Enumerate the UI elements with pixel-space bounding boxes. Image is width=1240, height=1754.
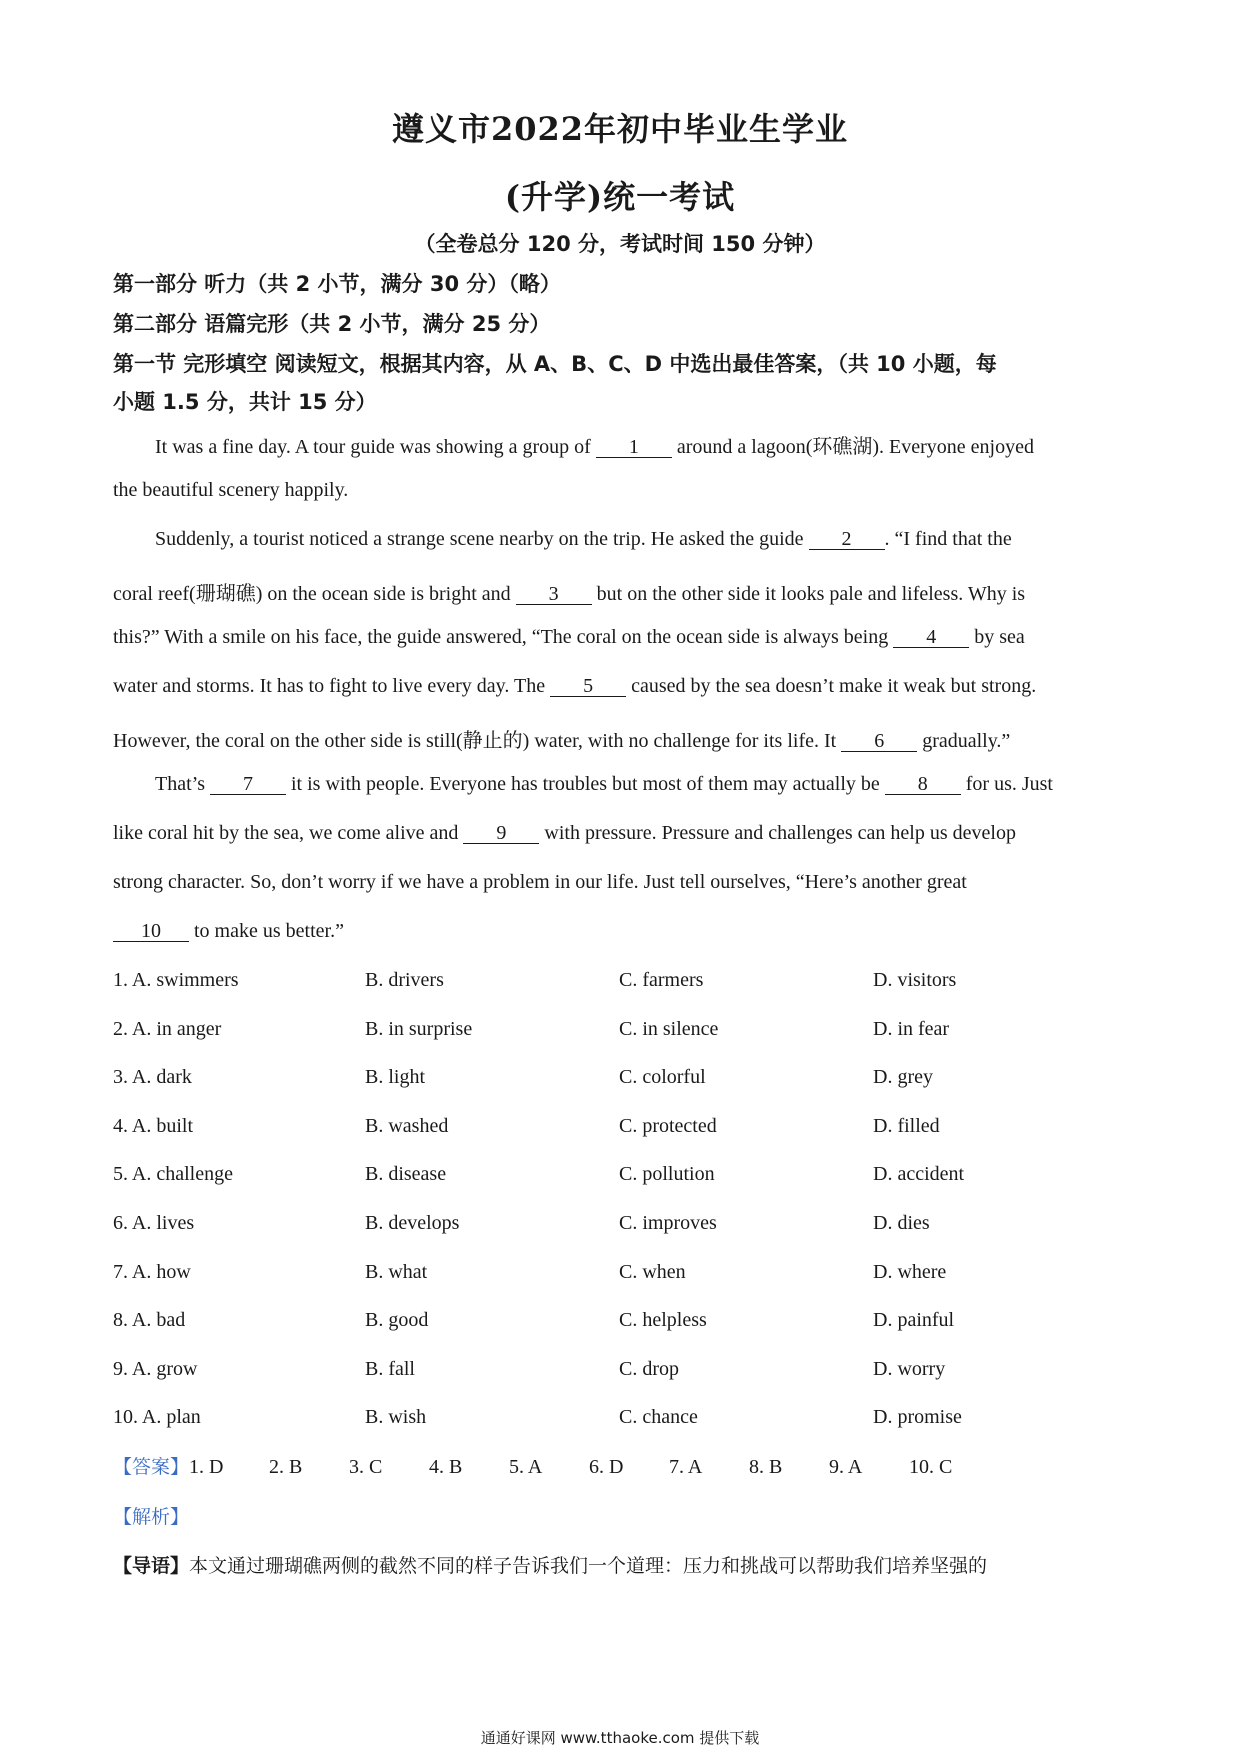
option-item: 4. A. built xyxy=(113,1114,194,1137)
passage-line: coral reef(珊瑚礁) on the ocean side is bright and 3 but on the other side it looks pale and lifeless. Why is xyxy=(113,583,1026,605)
part1-heading: 第一部分 听力（共 2 小节，满分 30 分）（略） xyxy=(113,272,561,296)
option-item: D. dies xyxy=(873,1212,930,1234)
option-item: B. good xyxy=(365,1309,429,1332)
option-item: C. farmers xyxy=(619,969,704,991)
answer-tag: 【答案】 xyxy=(113,1456,190,1478)
passage-line: the beautiful scenery happily. xyxy=(113,479,349,501)
answer-item: 10. C xyxy=(909,1456,953,1478)
blank-7: 7 xyxy=(210,774,286,795)
option-item: D. grey xyxy=(873,1066,933,1089)
passage-line: However, the coral on the other side is still(静止的) water, with no challenge for its life. It 6 gradually.” xyxy=(113,730,1011,752)
option-item: B. wish xyxy=(365,1406,427,1429)
guide-text: 本文通过珊瑚礁两侧的截然不同的样子告诉我们一个道理：压力和挑战可以帮助我们培养坚强的 xyxy=(189,1555,988,1577)
answer-item: 9. A xyxy=(829,1456,863,1478)
exam-score-note: （全卷总分 120 分，考试时间 150 分钟） xyxy=(414,232,826,256)
answer-row xyxy=(113,1452,989,1479)
option-item: D. visitors xyxy=(873,969,957,991)
option-item: 2. A. in anger xyxy=(113,1017,222,1040)
passage-line: It was a fine day. A tour guide was showing a group of 1 around a lagoon(环礁湖). Everyone enjoyed xyxy=(155,436,1034,458)
option-item: 7. A. how xyxy=(113,1260,191,1283)
option-item: 8. A. bad xyxy=(113,1309,186,1332)
option-item: D. promise xyxy=(873,1406,962,1429)
blank-1: 1 xyxy=(596,437,672,458)
guide-tag: 【导语】 xyxy=(113,1555,190,1577)
passage-line: water and storms. It has to fight to live every day. The 5 caused by the sea doesn’t make it weak but strong. xyxy=(113,675,1037,697)
page-footer: 通通好课网 www.tthaoke.com 提供下载 xyxy=(480,1729,760,1747)
option-item: B. disease xyxy=(365,1163,447,1186)
section1-heading-line2: 小题 1.5 分，共计 15 分） xyxy=(113,390,377,414)
answer-item: 3. C xyxy=(349,1456,383,1478)
guide-text-line xyxy=(113,1551,987,1578)
blank-5: 5 xyxy=(550,676,626,697)
option-item: D. in fear xyxy=(873,1017,950,1040)
part2-heading: 第二部分 语篇完形（共 2 小节，满分 25 分） xyxy=(113,312,551,336)
option-item: B. drivers xyxy=(365,969,444,991)
option-item: D. painful xyxy=(873,1309,955,1332)
option-item: 5. A. challenge xyxy=(113,1163,233,1186)
exam-title-line1: 遵义市2022年初中毕业生学业 xyxy=(391,110,849,148)
option-item: D. filled xyxy=(873,1114,940,1137)
answer-item: 4. B xyxy=(429,1456,463,1478)
option-item: B. what xyxy=(365,1260,428,1283)
option-item: C. helpless xyxy=(619,1309,707,1332)
option-item: 9. A. grow xyxy=(113,1357,198,1380)
answer-item: 6. D xyxy=(589,1456,624,1478)
passage-line: this?” With a smile on his face, the guide answered, “The coral on the ocean side is always being 4 by sea xyxy=(113,626,1025,648)
section1-heading-line1: 第一节 完形填空 阅读短文，根据其内容，从 A、B、C、D 中选出最佳答案，（共 10 小题，每 xyxy=(113,352,997,376)
option-item: 6. A. lives xyxy=(113,1212,195,1234)
option-item: C. in silence xyxy=(619,1017,719,1040)
passage-line: like coral hit by the sea, we come alive and 9 with pressure. Pressure and challenges can help us develop xyxy=(113,822,1016,844)
passage-line: Suddenly, a tourist noticed a strange scene nearby on the trip. He asked the guide 2 . “I find that the xyxy=(155,528,1012,550)
option-item: C. chance xyxy=(619,1406,698,1429)
blank-6: 6 xyxy=(841,731,917,752)
blank-10: 10 xyxy=(113,921,189,942)
option-item: C. pollution xyxy=(619,1163,715,1186)
option-item: B. in surprise xyxy=(365,1017,473,1040)
option-item: 3. A. dark xyxy=(113,1066,192,1089)
option-item: 10. A. plan xyxy=(113,1406,201,1429)
option-item: 1. A. swimmers xyxy=(113,969,239,991)
answer-item: 1. D xyxy=(189,1456,224,1478)
option-item: D. where xyxy=(873,1260,947,1283)
option-item: D. worry xyxy=(873,1357,946,1380)
blank-4: 4 xyxy=(893,627,969,648)
exam-title-line2: (升学)统一考试 xyxy=(504,178,736,216)
blank-2: 2 xyxy=(809,529,885,550)
blank-8: 8 xyxy=(885,774,961,795)
passage-line: strong character. So, don’t worry if we have a problem in our life. Just tell ourselves, “Here’s another great xyxy=(113,871,967,893)
option-item: C. protected xyxy=(619,1114,717,1137)
option-item: D. accident xyxy=(873,1163,965,1186)
option-item: B. light xyxy=(365,1066,426,1089)
option-item: C. improves xyxy=(619,1212,717,1234)
blank-3: 3 xyxy=(516,584,592,605)
analysis-tag: 【解析】 xyxy=(113,1506,190,1528)
answer-item: 5. A xyxy=(509,1456,543,1478)
option-item: B. washed xyxy=(365,1114,449,1137)
passage-line: 10 to make us better.” xyxy=(113,920,344,943)
answer-item: 2. B xyxy=(269,1456,303,1478)
passage-line: That’s 7 it is with people. Everyone has troubles but most of them may actually be 8 for us. Just xyxy=(155,773,1053,795)
answer-item: 8. B xyxy=(749,1456,783,1478)
answer-item: 7. A xyxy=(669,1456,703,1478)
blank-9: 9 xyxy=(463,823,539,844)
option-item: C. colorful xyxy=(619,1066,706,1089)
option-item: B. develops xyxy=(365,1212,460,1234)
option-item: C. drop xyxy=(619,1357,679,1380)
option-item: C. when xyxy=(619,1260,686,1283)
option-item: B. fall xyxy=(365,1357,415,1380)
